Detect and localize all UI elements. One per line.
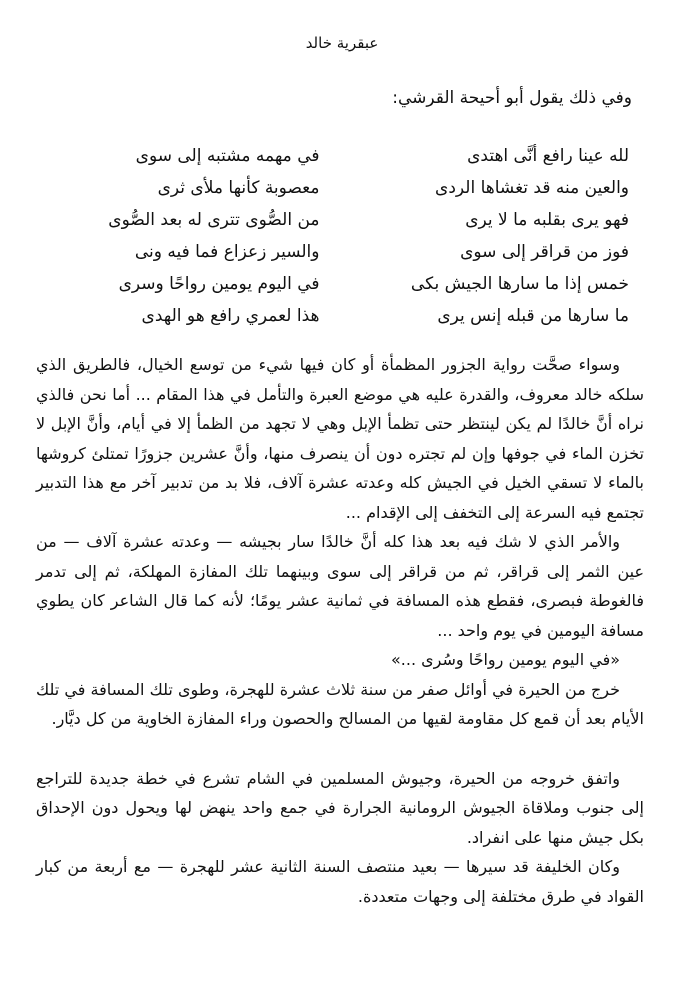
quoted-verse: «في اليوم يومين رواحًا وسُرى ...» (390, 650, 620, 669)
verse-second-hemistich: هذا لعمري رافع هو الهدى (141, 306, 320, 326)
paragraph: خرج من الحيرة في أوائل صفر من سنة ثلاث عشرة للهجرة، وطوى تلك المسافة في تلك الأيام بعد أن قمع كل مقاومة لقيها من المسالح والحصون وراء المفازة الخاوية من كل ديَّار. (36, 679, 644, 728)
running-head: عبقرية خالد (305, 34, 379, 52)
verse-second-hemistich: من الصُّوى تترى له بعد الصُّوى (108, 210, 320, 230)
paragraph: والأمر الذي لا شك فيه بعد هذا كله أنَّ خالدًا سار بجيشه — وعدته عشرة آلاف — من عين الثمر إلى قراقر، ثم من قراقر إلى سوى وبينهما تلك المفازة المهلكة، ثم إلى تدمر فالغوطة فبصرى، فقطع هذه المسافة في ثمانية عشر يومًا؛ لأنه كما قال الشاعر كان يطوي مسافة اليومين في يوم واحد ... (36, 532, 644, 640)
poem-verse (90, 172, 629, 204)
poem-verse (90, 236, 629, 268)
verse-first-hemistich: والعين منه قد تغشاها الردى (435, 178, 629, 198)
poem-verse (90, 300, 629, 332)
poem (90, 140, 629, 332)
poem-verse (90, 268, 629, 300)
verse-first-hemistich: ما سارها من قبله إنس يرى (437, 306, 629, 326)
paragraph: واتفق خروجه من الحيرة، وجيوش المسلمين في الشام تشرع في خطة جديدة للتراجع إلى جنوب وملاقاة الجيوش الرومانية الجرارة في جمع واحد ينهض لها ويحول دون الإحداق بكل جيش منها على انفراد. (36, 768, 644, 847)
paragraph: وكان الخليفة قد سيرها — بعيد منتصف السنة الثانية عشر للهجرة — مع أربعة من كبار القواد في طرق مختلفة إلى وجهات متعددة. (36, 857, 644, 906)
poem-verse (90, 204, 629, 236)
poem-verse (90, 140, 629, 172)
paragraph: وسواء صحَّت رواية الجزور المظمأة أو كان فيها شيء من توسع الخيال، فالطريق الذي سلكه خالد معروف، والقدرة عليه هي موضع العبرة والتأمل في هذا المقام ... أما نحن فالذي نراه أنَّ خالدًا لم يكن لينتظر حتى تظمأ الإبل وهي لا تجهد من الظمأ إلا في أيام، وأنَّ الإبل لا تخزن الماء في جوفها وإن لم تجتره دون أن ينصرف منها، وأنَّ عشرين جزورًا تمتلئ كروشها بالماء لا تسقي الخيل في الجيش كله وعدته عشرة آلاف، فلا بد من تدبير آخر مع هذا التدبير تجتمع فيه السرعة إلى التخفف إلى الإقدام ... (36, 355, 644, 522)
verse-first-hemistich: خمس إذا ما سارها الجيش بكى (410, 274, 629, 294)
verse-second-hemistich: في اليوم يومين رواحًا وسرى (118, 274, 320, 294)
verse-first-hemistich: فوز من قراقر إلى سوى (460, 242, 629, 262)
verse-first-hemistich: لله عينا رافع أنَّى اهتدى (467, 146, 629, 166)
body-text (36, 350, 644, 911)
verse-second-hemistich: في مهمه مشتبه إلى سوى (135, 146, 320, 166)
verse-second-hemistich: والسير زعزاع فما فيه ونى (134, 242, 320, 262)
poem-intro: وفي ذلك يقول أبو أحيحة القرشي: (392, 88, 632, 108)
verse-first-hemistich: فهو يرى بقلبه ما لا يرى (465, 210, 629, 230)
verse-second-hemistich: معصوبة كأنها ملأى ثرى (157, 178, 320, 198)
